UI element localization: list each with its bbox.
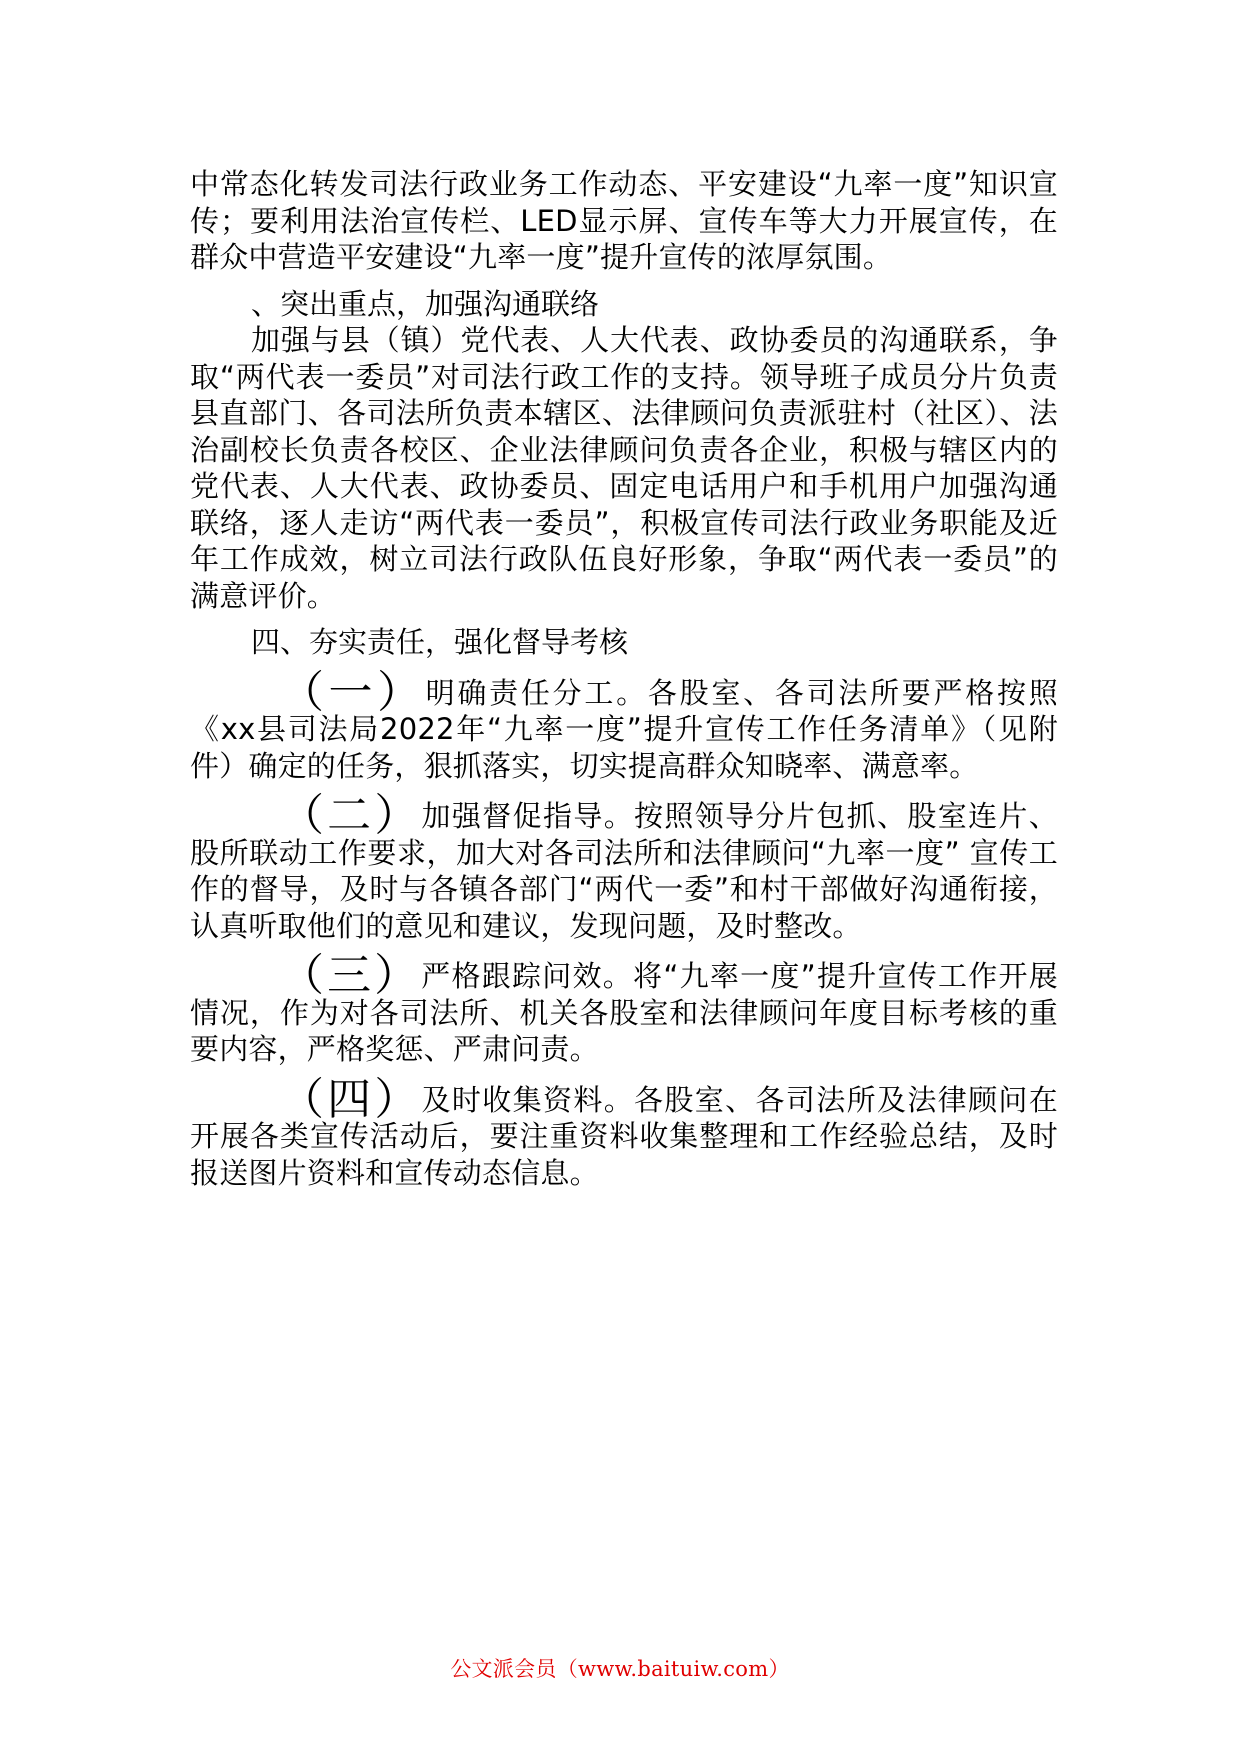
footer-watermark-link[interactable]: 公文派会员（www.baituiw.com） bbox=[450, 1657, 790, 1681]
list-item-4 bbox=[190, 1073, 1059, 1192]
list-item-text: 严格跟踪问效。将“九率一度”提升宣传工作开展情况，作为对各司法所、机关各股室和法律顾问年度目标考核的重要内容，严格奖惩、严肃问责。 bbox=[190, 959, 1059, 1066]
list-item-3 bbox=[190, 950, 1059, 1068]
list-item-marker: （三） bbox=[280, 950, 422, 1001]
paragraph-continuation: 中常态化转发司法行政业务工作动态、平安建设“九率一度”知识宣传；要利用法治宣传栏、LED显示屏、宣传车等大力开展宣传，在群众中营造平安建设“九率一度”提升宣传的浓厚氛围。 bbox=[190, 167, 1058, 274]
paragraph-communication: 加强与县（镇）党代表、人大代表、政协委员的沟通联系，争取“两代表一委员”对司法行政工作的支持。领导班子成员分片负责县直部门、各司法所负责本辖区、法律顾问负责派驻村（社区）、法治副校长负责各校区、企业法律顾问负责各企业，积极与辖区内的党代表、人大代表、政协委员、固定电话用户和手机用户加强沟通联络，逐人走访“两代表一委员”，积极宣传司法行政业务职能及近年工作成效，树立司法行政队伍良好形象，争取“两代表一委员”的满意评价。 bbox=[190, 323, 1058, 613]
list-item-marker: （四） bbox=[280, 1073, 422, 1125]
section-heading-4: 四、夯实责任，强化督导考核 bbox=[251, 625, 629, 659]
list-item-text: 及时收集资料。各股室、各司法所及法律顾问在开展各类宣传活动后，要注重资料收集整理和工作经验总结，及时报送图片资料和宣传动态信息。 bbox=[190, 1082, 1059, 1190]
list-item-2 bbox=[190, 790, 1059, 944]
section-heading-3: 、突出重点，加强沟通联络 bbox=[251, 286, 600, 321]
list-item-text: 明确责任分工。各股室、各司法所要严格按照《xx县司法局2022年“九率一度”提升宣传工作任务清单》（见附件）确定的任务，狠抓落实，切实提高群众知晓率、满意率。 bbox=[190, 675, 1058, 783]
list-item-marker: （二） bbox=[280, 790, 422, 841]
list-item-text: 加强督促指导。按照领导分片包抓、股室连片、股所联动工作要求，加大对各司法所和法律顾问“九率一度” 宣传工作的督导，及时与各镇各部门“两代一委”和村干部做好沟通衔接，认真听取他们的意见和建议，发现问题，及时整改。 bbox=[190, 799, 1059, 943]
list-item-1 bbox=[190, 666, 1058, 785]
list-item-marker: （一） bbox=[280, 666, 426, 718]
document-body bbox=[190, 166, 1058, 1191]
